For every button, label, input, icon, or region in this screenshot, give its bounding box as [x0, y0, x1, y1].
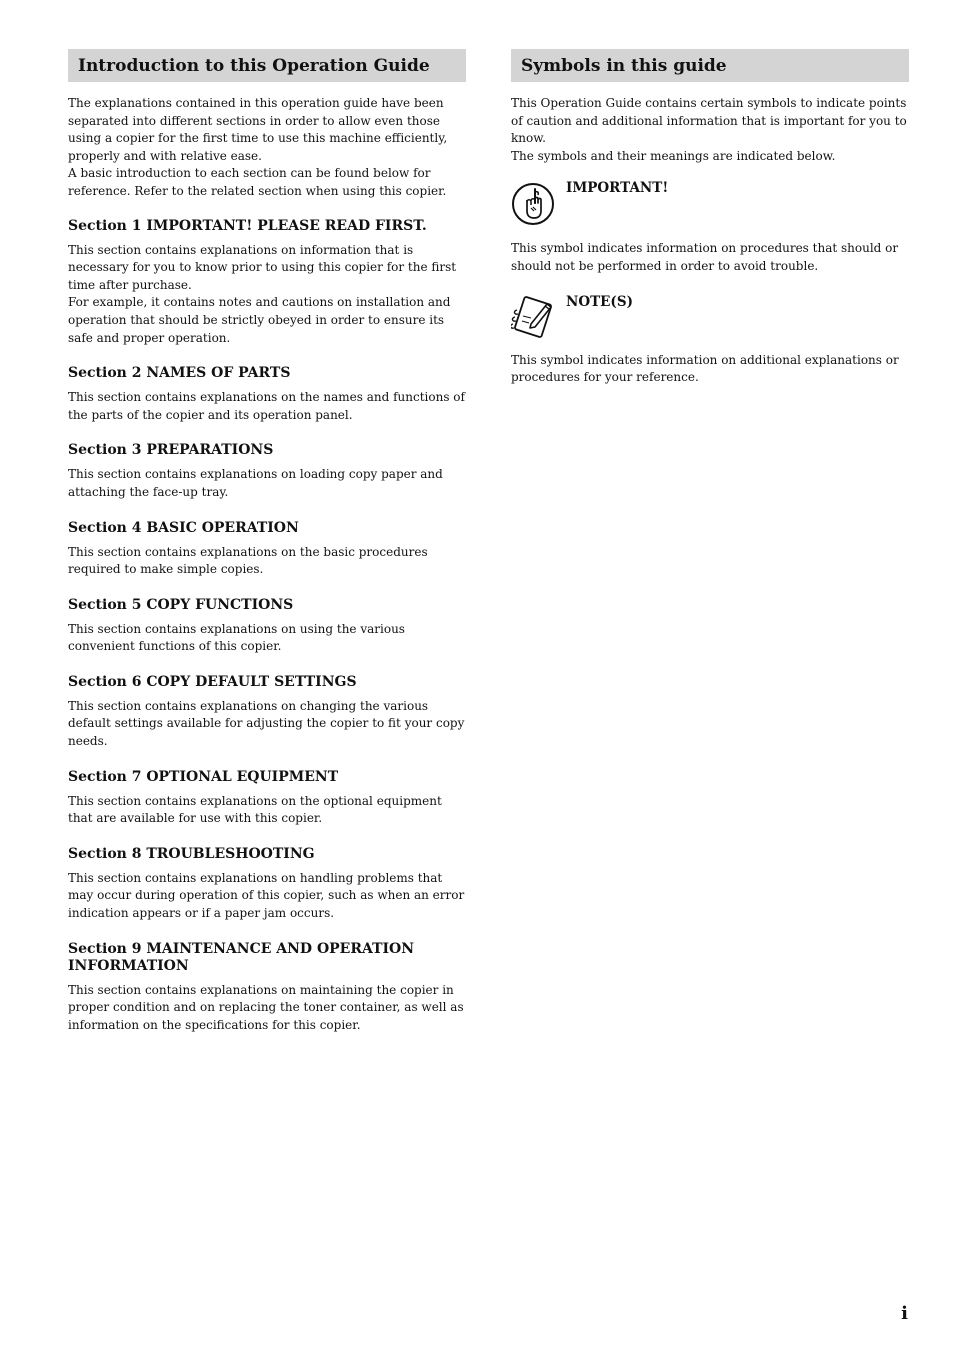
pointing-hand-icon	[511, 180, 557, 226]
intro-paragraph: The symbols and their meanings are indicated below.	[511, 148, 836, 163]
section-8	[68, 846, 466, 923]
section-9	[68, 941, 466, 1035]
section-description: This section contains explanations on the basic procedures required to make simple copies.	[68, 544, 428, 577]
section-title: Section 1 IMPORTANT! PLEASE READ FIRST.	[68, 217, 427, 234]
note-symbol	[511, 294, 909, 342]
section-title: Section 6 COPY DEFAULT SETTINGS	[68, 673, 357, 690]
section-5	[68, 597, 466, 656]
intro-paragraph: This Operation Guide contains certain symbols to indicate points of caution and additional information that is important for you to know.	[511, 96, 907, 146]
section-description: This section contains explanations on changing the various default settings available for adjusting the copier to fit your copy needs.	[68, 698, 465, 749]
section-title: Section 9 MAINTENANCE AND OPERATION INFORMATION	[68, 940, 415, 974]
section-title: Section 3 PREPARATIONS	[68, 442, 274, 459]
symbols-heading: Symbols in this guide	[511, 49, 909, 82]
important-description: This symbol indicates information on procedures that should or should not be performed in order to avoid trouble.	[511, 241, 899, 273]
section-description: This section contains explanations on loading copy paper and attaching the face-up tray.	[68, 467, 443, 499]
section-title: Section 8 TROUBLESHOOTING	[68, 845, 315, 862]
section-description: This section contains explanations on information that is necessary for you to know prior to using this copier for the first time after purchase.	[68, 242, 457, 292]
section-description: This section contains explanations on handling problems that may occur during operation of this copier, such as when an error indication appears or if a paper jam occurs.	[68, 870, 465, 921]
important-label: IMPORTANT!	[566, 180, 669, 197]
section-title: Section 5 COPY FUNCTIONS	[68, 596, 294, 613]
intro-paragraph: The explanations contained in this operation guide have been separated into different sections in order to allow even those using a copier for the first time to use this machine efficiently, properly and with relative ease.	[68, 96, 448, 163]
section-6	[68, 674, 466, 751]
section-7	[68, 769, 466, 828]
section-2	[68, 365, 466, 424]
note-label: NOTE(S)	[566, 293, 633, 310]
section-description: This section contains explanations on the optional equipment that are available for use with this copier.	[68, 793, 442, 826]
section-title: Section 7 OPTIONAL EQUIPMENT	[68, 768, 339, 785]
section-4	[68, 520, 466, 579]
symbols-intro	[511, 95, 909, 165]
section-description: For example, it contains notes and cautions on installation and operation that should be strictly obeyed in order to ensure its safe and proper operation.	[68, 295, 451, 345]
introduction-heading: Introduction to this Operation Guide	[68, 49, 466, 82]
page-number: i	[901, 1303, 908, 1324]
section-description: This section contains explanations on maintaining the copier in proper condition and on replacing the toner container, as well as information on the specifications for this copier.	[68, 982, 464, 1032]
symbols-column	[511, 49, 909, 387]
section-3	[68, 442, 466, 501]
intro-paragraph: A basic introduction to each section can be found below for reference. Refer to the related section when using this copier.	[68, 166, 447, 198]
important-symbol	[511, 180, 909, 228]
section-title: Section 2 NAMES OF PARTS	[68, 365, 291, 382]
note-description: This symbol indicates information on additional explanations or procedures for your reference.	[511, 352, 899, 385]
section-title: Section 4 BASIC OPERATION	[68, 519, 299, 536]
section-1	[68, 218, 466, 348]
notepad-pencil-icon	[511, 294, 557, 340]
introduction-column	[68, 49, 466, 1034]
section-description: This section contains explanations on using the various convenient functions of this copier.	[68, 621, 405, 654]
introduction-text	[68, 95, 466, 201]
section-description: This section contains explanations on the names and functions of the parts of the copier and its operation panel.	[68, 390, 465, 422]
